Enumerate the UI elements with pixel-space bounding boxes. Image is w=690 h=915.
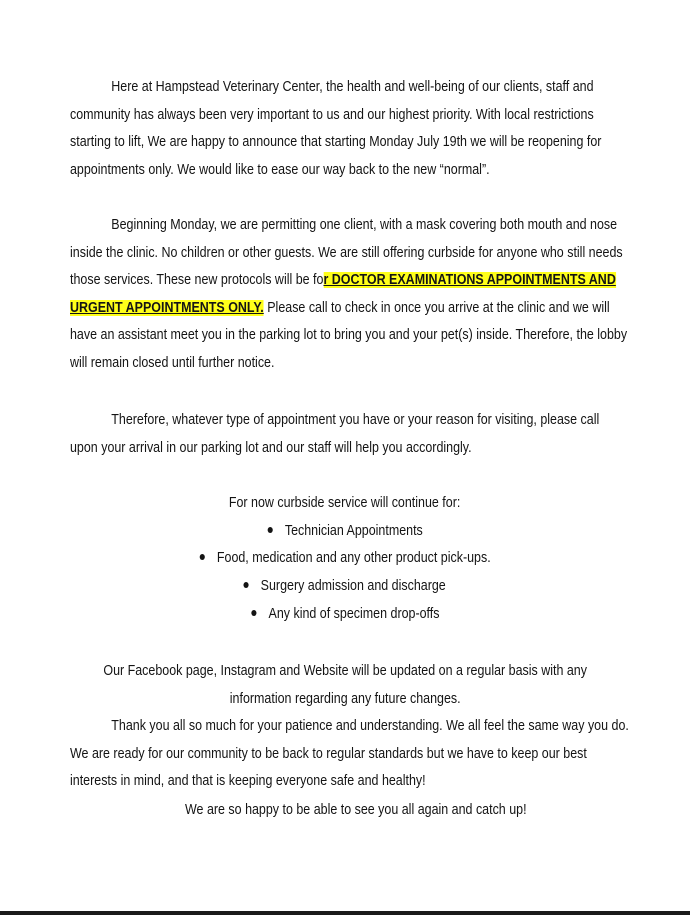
paragraph-intro: Here at Hampstead Veterinary Center, the health and well-being of our clients, staff and community has always been very important to us and our highest priority. With local restrictions starting to lift, We are happy to announce that starting Monday July 19th we will be reopening for appointments only. We would like to ease our way back to the new “normal”. xyxy=(70,79,602,178)
protocols-highlight: r DOCTOR EXAMINATIONS APPOINTMENTS AND URGENT APPOINTMENTS ONLY. xyxy=(70,272,616,316)
list-item: Any kind of specimen drop-offs xyxy=(0,601,690,629)
protocols-text-before: Beginning Monday, we are permitting one client, with a mask covering both mouth and nose inside the clinic. No children or other guests. We are still offering curbside for anyone who still needs those services. These new protocols will be fo xyxy=(70,217,623,288)
curbside-heading: For now curbside service will continue for: xyxy=(229,495,461,511)
closing-line: We are so happy to be able to see you all again and catch up! xyxy=(185,802,527,818)
bullet-icon xyxy=(199,554,204,560)
social-line-1: Our Facebook page, Instagram and Website will be updated on a regular basis with any xyxy=(103,663,587,679)
list-item: Food, medication and any other product pick-ups. xyxy=(0,545,690,573)
paragraph-thanks: Thank you all so much for your patience and understanding. We all feel the same way you do. We are ready for our community to be back to regular standards but we have to keep our best interests in mind, and that is keeping everyone safe and healthy! xyxy=(70,718,629,789)
list-item: Surgery admission and discharge xyxy=(0,573,690,601)
list-item: Technician Appointments xyxy=(0,518,690,546)
paragraph-arrival: Therefore, whatever type of appointment you have or your reason for visiting, please call upon your arrival in our parking lot and our staff will help you accordingly. xyxy=(70,412,600,456)
bullet-icon xyxy=(267,527,272,533)
social-line-2: information regarding any future changes. xyxy=(229,691,461,707)
bullet-icon xyxy=(244,582,249,588)
protocols-text-after: Please call to check in once you arrive at the clinic and we will have an assistant meet you in the parking lot to bring you and your pet(s) inside. Therefore, the lobby will remain closed until further notice. xyxy=(70,299,628,371)
bullet-icon xyxy=(251,610,256,616)
paragraph-protocols xyxy=(70,212,629,377)
bottom-border xyxy=(0,911,690,915)
